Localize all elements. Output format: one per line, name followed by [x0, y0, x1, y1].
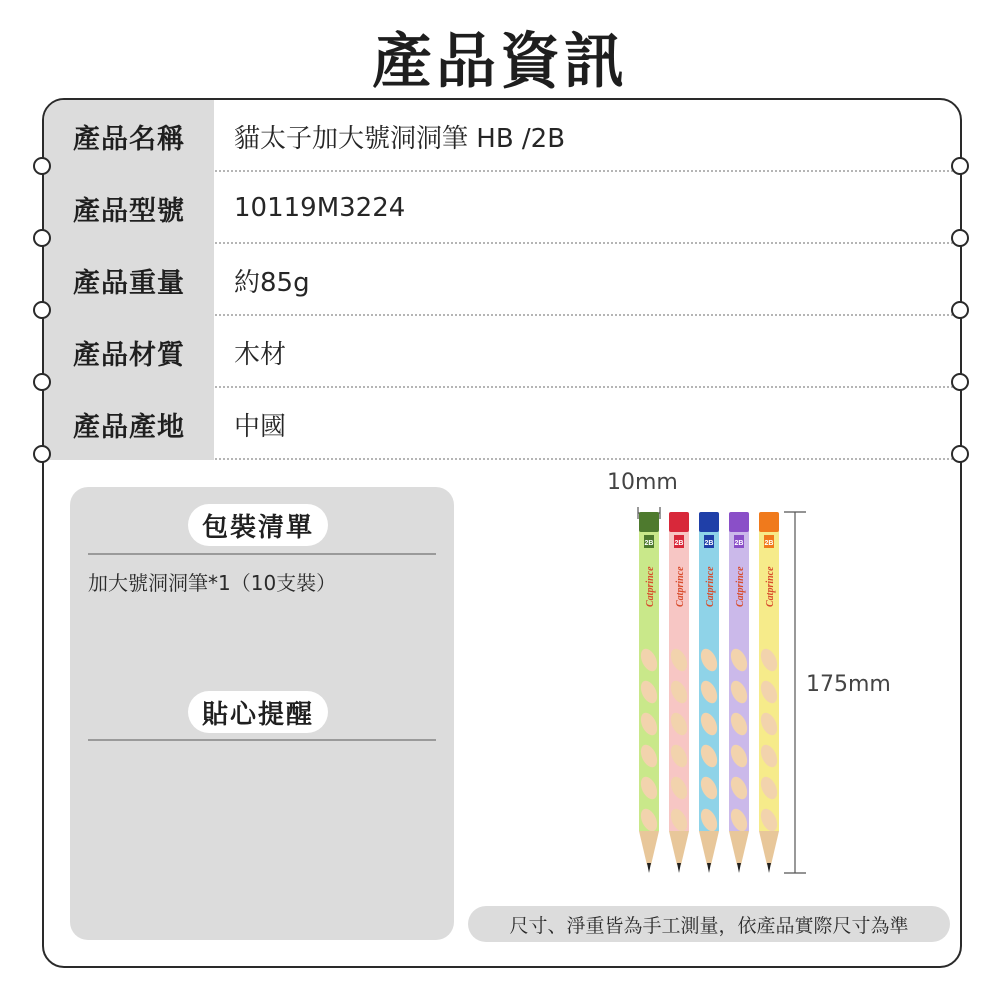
pencil-tip [669, 831, 689, 865]
spec-row-name [44, 100, 960, 172]
spec-row-model [44, 172, 960, 244]
tips-heading: 貼心提醒 [188, 691, 328, 733]
grade-label: 2B [674, 540, 684, 547]
grade-label: 2B [704, 540, 714, 547]
spec-row-origin [44, 388, 960, 460]
pencil-illustration [620, 495, 820, 885]
pencil-cap [639, 512, 659, 532]
grade-label: 2B [734, 540, 744, 547]
spec-value: 中國 [234, 411, 287, 442]
spec-label: 產品名稱 [44, 100, 214, 172]
pencil-cap [729, 512, 749, 532]
frame-notch [951, 301, 969, 319]
frame-notch [33, 301, 51, 319]
pencil [668, 512, 691, 873]
spec-label: 產品材質 [44, 316, 214, 388]
frame-notch [951, 445, 969, 463]
info-panel [70, 487, 454, 940]
spec-value: 木材 [234, 339, 287, 370]
pencil-lead [707, 863, 711, 873]
frame-notch [33, 445, 51, 463]
spec-value: 10119M3224 [234, 193, 406, 223]
brand-label: Catprince [765, 566, 776, 607]
spec-table [44, 100, 960, 460]
package-divider [88, 553, 436, 555]
pencil-lead [737, 863, 741, 873]
pencil-lead [677, 863, 681, 873]
frame-notch [33, 229, 51, 247]
pencil-lead [767, 863, 771, 873]
pencil-tip [759, 831, 779, 865]
spec-label: 產品重量 [44, 244, 214, 316]
brand-label: Catprince [675, 566, 686, 607]
grade-label: 2B [644, 540, 654, 547]
pencil-tip [639, 831, 659, 865]
pencil [698, 512, 721, 873]
pencil-lead [647, 863, 651, 873]
frame-notch [951, 157, 969, 175]
spec-label: 產品型號 [44, 172, 214, 244]
pencil [638, 512, 661, 873]
length-dimension-label: 175mm [806, 672, 891, 697]
brand-label: Catprince [645, 566, 656, 607]
tips-divider [88, 739, 436, 741]
brand-label: Catprince [735, 566, 746, 607]
grade-label: 2B [764, 540, 774, 547]
spec-label: 產品產地 [44, 388, 214, 460]
pencil-cap [669, 512, 689, 532]
pencil-tip [699, 831, 719, 865]
measurement-note: 尺寸、淨重皆為手工測量，依產品實際尺寸為準 [468, 906, 950, 942]
pencil-tip [729, 831, 749, 865]
page-title: 產品資訊 [372, 27, 628, 97]
frame-notch [33, 373, 51, 391]
pencil [728, 512, 751, 873]
package-contents: 加大號洞洞筆*1（10支裝） [88, 571, 337, 595]
package-list-heading: 包裝清單 [188, 504, 328, 546]
pencil-group [638, 512, 781, 873]
pencil-cap [699, 512, 719, 532]
frame-notch [33, 157, 51, 175]
pencil [758, 512, 781, 873]
spec-row-weight [44, 244, 960, 316]
spec-value: 貓太子加大號洞洞筆 HB /2B [234, 123, 566, 154]
frame-notch [951, 373, 969, 391]
spec-value: 約85g [234, 267, 310, 298]
spec-row-material [44, 316, 960, 388]
frame-notch [951, 229, 969, 247]
brand-label: Catprince [705, 566, 716, 607]
pencil-cap [759, 512, 779, 532]
width-dimension-label: 10mm [607, 470, 678, 495]
